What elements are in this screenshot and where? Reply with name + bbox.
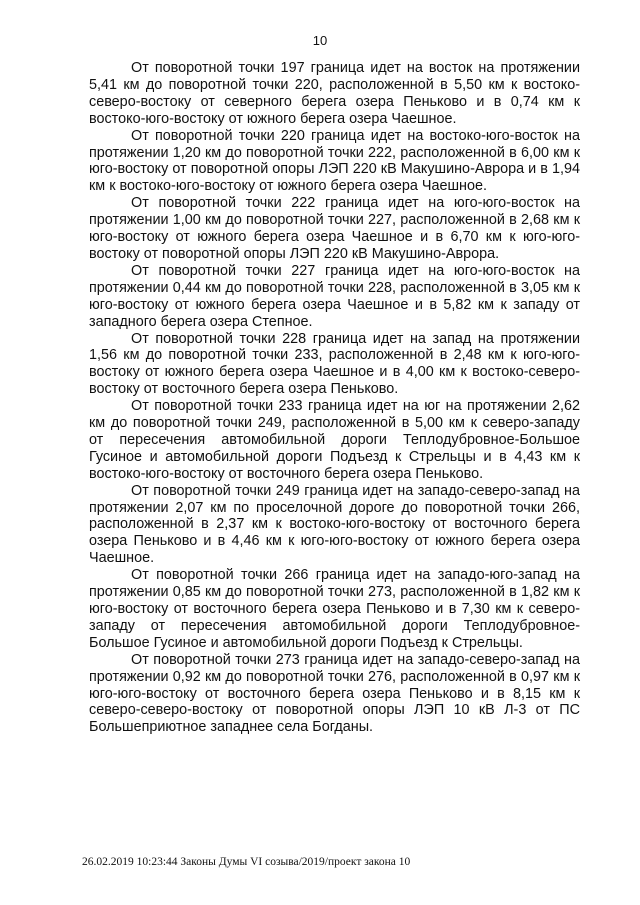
paragraph-point-197: От поворотной точки 197 граница идет на восток на протяжении 5,41 км до поворотной точки 220, расположенной в 5,50 км к востоко-северо-востоку от северного берега озера Пеньково и в 0,74 км к востоко-юго-востоку от южного берега озера Чаешное. bbox=[89, 60, 580, 127]
document-footer: 26.02.2019 10:23:44 Законы Думы VI созыва/2019/проект закона 10 bbox=[82, 856, 411, 868]
paragraph-point-233: От поворотной точки 233 граница идет на юг на протяжении 2,62 км до поворотной точки 249, расположенной в 5,00 км к северо-западу от пересечения автомобильной дороги Теплодубровное-Большое Гусиное и автомобильной дороги Подъезд к Стрельцы и в 4,43 км к востоко-юго-востоку от восточного берега озера Пеньково. bbox=[89, 398, 580, 482]
paragraph-point-266: От поворотной точки 266 граница идет на западо-юго-запад на протяжении 0,85 км до поворотной точки 273, расположенной в 1,82 км к юго-востоку от восточного берега озера Пеньково и в 7,30 км к северо-западу от пересечения автомобильной дороги Теплодубровное-Большое Гусиное и автомобильной дороги Подъезд к Стрельцы. bbox=[89, 567, 580, 651]
page-number: 10 bbox=[312, 33, 328, 48]
paragraph-point-228: От поворотной точки 228 граница идет на запад на протяжении 1,56 км до поворотной точки 233, расположенной в 2,48 км к юго-юго-востоку от южного берега озера Чаешное и в 4,00 км к востоко-северо-востоку от восточного берега озера Пеньково. bbox=[89, 330, 580, 398]
paragraph-point-222: От поворотной точки 222 граница идет на юго-юго-восток на протяжении 1,00 км до поворотной точки 227, расположенной в 2,68 км к юго-востоку от южного берега озера Чаешное и в 6,70 км к юго-юго-востоку от поворотной опоры ЛЭП 220 кВ Макушино-Аврора. bbox=[89, 195, 580, 262]
paragraph-point-227: От поворотной точки 227 граница идет на юго-юго-восток на протяжении 0,44 км до поворотной точки 228, расположенной в 3,05 км к юго-востоку от южного берега озера Чаешное и в 5,82 км к западу от западного берега озера Степное. bbox=[89, 262, 580, 330]
paragraph-point-249: От поворотной точки 249 граница идет на западо-северо-запад на протяжении 2,07 км по проселочной дороге до поворотной точки 266, расположенной в 2,37 км к востоко-юго-востоку от восточного берега озера Пеньково и в 4,46 км к юго-юго-востоку от южного берега озера Чаешное. bbox=[89, 482, 580, 567]
paragraph-point-220: От поворотной точки 220 граница идет на востоко-юго-восток на протяжении 1,20 км до поворотной точки 222, расположенной в 6,00 км к юго-востоку от поворотной опоры ЛЭП 220 кВ Макушино-Аврора и в 1,94 км к востоко-юго-востоку от южного берега озера Чаешное. bbox=[89, 127, 580, 195]
document-body bbox=[89, 60, 580, 736]
paragraph-point-273: От поворотной точки 273 граница идет на западо-северо-запад на протяжении 0,92 км до поворотной точки 276, расположенной в 0,97 км к юго-юго-востоку от восточного берега озера Пеньково и в 8,15 км к северо-северо-востоку от поворотной опоры ЛЭП 10 кВ Л-3 от ПС Большеприютное западнее села Богданы. bbox=[89, 651, 580, 736]
